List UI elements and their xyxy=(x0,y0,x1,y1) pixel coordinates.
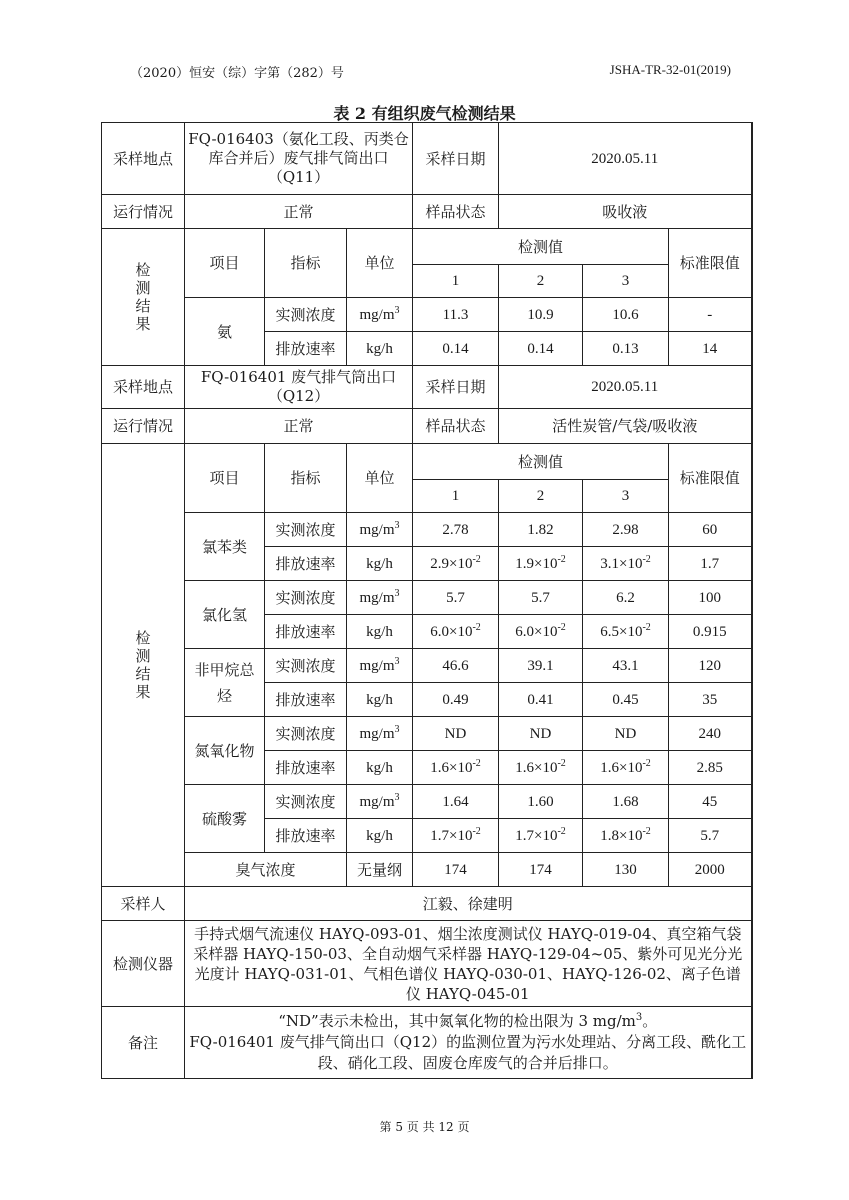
value-cell: 10.9 xyxy=(499,298,583,332)
value-cell: 1.64 xyxy=(413,785,499,819)
value-cell: $1.6\times 10^{-2}$ xyxy=(413,751,499,785)
value-cell: 5.7 xyxy=(413,581,499,615)
value-cell: $1.9\times 10^{-2}$ xyxy=(499,547,583,581)
col-3: 3 xyxy=(583,265,669,298)
limit-cell: 35 xyxy=(669,683,752,717)
sampling-site-label: 采样地点 xyxy=(102,366,185,409)
col-2: 2 xyxy=(499,480,583,513)
section2-site-row xyxy=(102,366,752,409)
indicator-cell: 排放速率 xyxy=(265,751,347,785)
remarks-line-1: “ND”表示未检出，其中氮氧化物的检出限为 3 $mg/m^3$。 xyxy=(278,1012,658,1030)
indicator-cell: 实测浓度 xyxy=(265,649,347,683)
value-cell: 1.82 xyxy=(499,513,583,547)
section1-header-row xyxy=(102,229,752,265)
table-row xyxy=(102,581,752,615)
value-cell: ND xyxy=(413,717,499,751)
waste-gas-result-table xyxy=(101,122,753,1079)
col-2: 2 xyxy=(499,265,583,298)
measured-value-header: 检测值 xyxy=(413,229,669,265)
operation-label: 运行情况 xyxy=(102,195,185,229)
sampler-label: 采样人 xyxy=(102,887,185,921)
section1-date: 2020.05.11 xyxy=(499,123,752,195)
report-number: （2020）恒安（综）字第（282）号 xyxy=(130,66,344,81)
indicator-cell: 实测浓度 xyxy=(265,785,347,819)
limit-header: 标准限值 xyxy=(669,229,752,298)
indicator-cell: 排放速率 xyxy=(265,683,347,717)
section1-site-row xyxy=(102,123,752,195)
sampler-names: 江毅、徐建明 xyxy=(185,887,752,921)
limit-cell: - xyxy=(669,298,752,332)
col-1: 1 xyxy=(413,480,499,513)
value-cell: $3.1\times 10^{-2}$ xyxy=(583,547,669,581)
sample-state-label: 样品状态 xyxy=(413,409,499,444)
section1-result-label: 检 测 结 果 xyxy=(102,229,185,366)
limit-header: 标准限值 xyxy=(669,444,752,513)
value-cell: $1.6\times 10^{-2}$ xyxy=(583,751,669,785)
limit-cell: 240 xyxy=(669,717,752,751)
value-cell: $1.7\times 10^{-2}$ xyxy=(499,819,583,853)
document-code: JSHA-TR-32-01(2019) xyxy=(609,62,731,77)
value-cell: 1.60 xyxy=(499,785,583,819)
remarks-line-2: FQ-016401 废气排气筒出口（Q12）的监测位置为污水处理站、分离工段、酰化工段、硝化工段、固废仓库废气的合并后排口。 xyxy=(189,1033,747,1072)
value-cell: $1.8\times 10^{-2}$ xyxy=(583,819,669,853)
sampling-date-label: 采样日期 xyxy=(413,366,499,409)
unit-header: 单位 xyxy=(347,444,413,513)
value-cell: 39.1 xyxy=(499,649,583,683)
value-cell: ND xyxy=(499,717,583,751)
value-cell: $6.0\times 10^{-2}$ xyxy=(499,615,583,649)
instruments-label: 检测仪器 xyxy=(102,921,185,1007)
section1-sample-state: 吸收液 xyxy=(499,195,752,229)
table-row xyxy=(102,298,752,332)
unit-cell: kg/h xyxy=(347,683,413,717)
limit-cell: 45 xyxy=(669,785,752,819)
page-number: 第 5 页 共 12 页 xyxy=(379,1120,470,1134)
limit-cell: 1.7 xyxy=(669,547,752,581)
value-cell: 1.68 xyxy=(583,785,669,819)
section1-operation: 正常 xyxy=(185,195,413,229)
value-cell: 0.49 xyxy=(413,683,499,717)
value-cell: 46.6 xyxy=(413,649,499,683)
limit-cell: 120 xyxy=(669,649,752,683)
limit-cell: 2.85 xyxy=(669,751,752,785)
section1-site: FQ-016403（氨化工段、丙类仓库合并后）废气排气筒出口（Q11） xyxy=(185,123,413,195)
value-cell: 0.13 xyxy=(583,332,669,366)
table-row xyxy=(102,785,752,819)
unit-cell: kg/h xyxy=(347,751,413,785)
table-row xyxy=(102,649,752,683)
indicator-cell: 排放速率 xyxy=(265,615,347,649)
value-cell: 11.3 xyxy=(413,298,499,332)
unit-cell: $mg/m^3$ xyxy=(347,649,413,683)
sample-state-label: 样品状态 xyxy=(413,195,499,229)
limit-cell: 2000 xyxy=(669,853,752,887)
pollutant-name: 氨 xyxy=(185,298,265,366)
pollutant-name: 硫酸雾 xyxy=(185,785,265,853)
pollutant-name: 非甲烷总 烃 xyxy=(185,649,265,717)
section1-operation-row xyxy=(102,195,752,229)
value-cell: 10.6 xyxy=(583,298,669,332)
pollutant-name: 氮氧化物 xyxy=(185,717,265,785)
sampler-row xyxy=(102,887,752,921)
indicator-cell: 排放速率 xyxy=(265,547,347,581)
instruments-row xyxy=(102,921,752,1007)
unit-cell: $mg/m^3$ xyxy=(347,717,413,751)
value-cell: $6.0\times 10^{-2}$ xyxy=(413,615,499,649)
unit-cell: kg/h xyxy=(347,547,413,581)
value-cell: 2.98 xyxy=(583,513,669,547)
value-cell: 130 xyxy=(583,853,669,887)
indicator-header: 指标 xyxy=(265,229,347,298)
unit-cell: $mg/m^3$ xyxy=(347,581,413,615)
sampling-date-label: 采样日期 xyxy=(413,123,499,195)
section2-header-row xyxy=(102,444,752,480)
indicator-header: 指标 xyxy=(265,444,347,513)
indicator-cell: 实测浓度 xyxy=(265,513,347,547)
table-title: 表 2 有组织废气检测结果 xyxy=(333,104,516,123)
value-cell: 174 xyxy=(413,853,499,887)
sampling-site-label: 采样地点 xyxy=(102,123,185,195)
value-cell: 2.78 xyxy=(413,513,499,547)
unit-cell: kg/h xyxy=(347,819,413,853)
section2-operation: 正常 xyxy=(185,409,413,444)
indicator-cell: 实测浓度 xyxy=(265,298,347,332)
remarks-text xyxy=(185,1007,752,1079)
instruments-list: 手持式烟气流速仪 HAYQ-093-01、烟尘浓度测试仪 HAYQ-019-04、真空箱气袋采样器 HAYQ-150-03、全自动烟气采样器 HAYQ-129-04~05、紫外可见光分光光度计 HAYQ-031-01、气相色谱仪 HAYQ-030-01、HAYQ-126-02、离子色谱仪 HAYQ-045-01 xyxy=(185,921,752,1007)
section2-operation-row xyxy=(102,409,752,444)
value-cell: ND xyxy=(583,717,669,751)
remarks-row xyxy=(102,1007,752,1079)
value-cell: $1.6\times 10^{-2}$ xyxy=(499,751,583,785)
odor-row xyxy=(102,853,752,887)
indicator-cell: 排放速率 xyxy=(265,332,347,366)
value-cell: 0.14 xyxy=(499,332,583,366)
value-cell: 0.45 xyxy=(583,683,669,717)
remarks-label: 备注 xyxy=(102,1007,185,1079)
table-row xyxy=(102,717,752,751)
unit-cell: kg/h xyxy=(347,332,413,366)
indicator-cell: 实测浓度 xyxy=(265,581,347,615)
limit-cell: 14 xyxy=(669,332,752,366)
unit-cell: $mg/m^3$ xyxy=(347,298,413,332)
value-cell: 0.14 xyxy=(413,332,499,366)
value-cell: 174 xyxy=(499,853,583,887)
indicator-cell: 实测浓度 xyxy=(265,717,347,751)
limit-cell: 60 xyxy=(669,513,752,547)
table-row xyxy=(102,513,752,547)
section2-result-label: 检 测 结 果 xyxy=(102,444,185,887)
value-cell: 0.41 xyxy=(499,683,583,717)
value-cell: $2.9\times 10^{-2}$ xyxy=(413,547,499,581)
odor-unit: 无量纲 xyxy=(347,853,413,887)
pollutant-name: 氯苯类 xyxy=(185,513,265,581)
measured-value-header: 检测值 xyxy=(413,444,669,480)
section2-site: FQ-016401 废气排气筒出口（Q12） xyxy=(185,366,413,409)
section2-sample-state: 活性炭管/气袋/吸收液 xyxy=(499,409,752,444)
odor-label: 臭气浓度 xyxy=(185,853,347,887)
section2-date: 2020.05.11 xyxy=(499,366,752,409)
pollutant-name: 氯化氢 xyxy=(185,581,265,649)
value-cell: $1.7\times 10^{-2}$ xyxy=(413,819,499,853)
limit-cell: 100 xyxy=(669,581,752,615)
value-cell: 43.1 xyxy=(583,649,669,683)
unit-cell: $mg/m^3$ xyxy=(347,513,413,547)
value-cell: $6.5\times 10^{-2}$ xyxy=(583,615,669,649)
indicator-cell: 排放速率 xyxy=(265,819,347,853)
unit-cell: $mg/m^3$ xyxy=(347,785,413,819)
limit-cell: 0.915 xyxy=(669,615,752,649)
item-header: 项目 xyxy=(185,444,265,513)
col-3: 3 xyxy=(583,480,669,513)
operation-label: 运行情况 xyxy=(102,409,185,444)
col-1: 1 xyxy=(413,265,499,298)
value-cell: 5.7 xyxy=(499,581,583,615)
item-header: 项目 xyxy=(185,229,265,298)
limit-cell: 5.7 xyxy=(669,819,752,853)
unit-cell: kg/h xyxy=(347,615,413,649)
value-cell: 6.2 xyxy=(583,581,669,615)
unit-header: 单位 xyxy=(347,229,413,298)
